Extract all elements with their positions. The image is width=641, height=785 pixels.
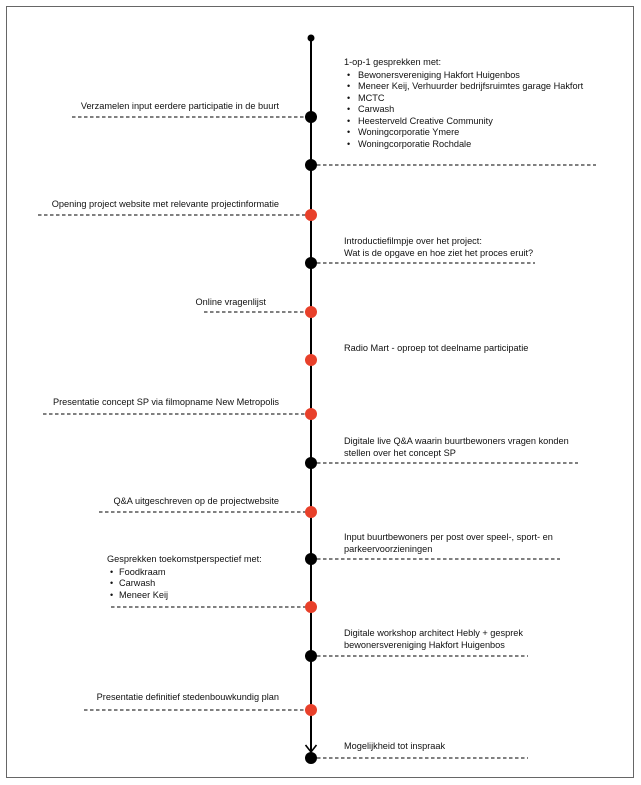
event-bullet-item: • Carwash: [107, 578, 262, 590]
event-label-4: [344, 236, 533, 259]
event-text-line: Digitale live Q&A waarin buurtbewoners vragen konden: [344, 436, 569, 446]
event-text-line: Wat is de opgave en hoe ziet het proces eruit?: [344, 247, 534, 258]
event-marker-9-red: [305, 506, 317, 518]
event-bullet-item: • Woningcorporatie Ymere: [344, 127, 583, 139]
event-label-12: [344, 628, 523, 651]
event-text-line: Gesprekken toekomstperspectief met:: [107, 554, 262, 564]
event-label-8: [344, 436, 569, 459]
event-label-1: [344, 57, 583, 150]
event-label-11: [107, 554, 262, 601]
event-marker-11-red: [305, 601, 317, 613]
event-text-line: parkeervoorzieningen: [344, 543, 433, 554]
event-label-14: [344, 741, 445, 753]
event-bullet-item: • Woningcorporatie Rochdale: [344, 139, 583, 151]
event-text-line: Mogelijkheid tot inspraak: [344, 741, 446, 751]
event-text-line: Introductiefilmpje over het project:: [344, 236, 482, 246]
event-marker-4-black: [305, 257, 317, 269]
event-label-3: [52, 199, 279, 211]
event-text-line: stellen over het concept SP: [344, 447, 456, 458]
event-bullet-item: • Bewonersvereniging Hakfort Huigenbos: [344, 70, 583, 82]
event-text-line: Digitale workshop architect Hebly + gesprek: [344, 628, 523, 638]
event-bullet-item: • Heesterveld Creative Community: [344, 116, 583, 128]
event-text-line: Online vragenlijst: [195, 297, 266, 307]
event-marker-1-black: [305, 159, 317, 171]
event-marker-7-red: [305, 408, 317, 420]
event-text-line: Presentatie concept SP via filmopname New Metropolis: [52, 397, 279, 407]
event-text-line: Input buurtbewoners per post over speel-, sport- en: [344, 532, 553, 542]
event-label-9: [114, 496, 279, 508]
event-marker-14-black: [305, 752, 317, 764]
event-text-line: Verzamelen input eerdere participatie in de buurt: [80, 101, 279, 111]
event-label-10: [344, 532, 553, 555]
event-marker-6-red: [305, 354, 317, 366]
event-text-line: Presentatie definitief stedenbouwkundig plan: [96, 692, 279, 702]
event-text-line: Opening project website met relevante projectinformatie: [51, 199, 279, 209]
event-label-2: [81, 101, 279, 113]
event-text-line: 1-op-1 gesprekken met:: [344, 57, 442, 67]
event-marker-10-black: [305, 553, 317, 565]
event-text-line: Radio Mart - oproep tot deelname participatie: [344, 343, 529, 353]
timeline-start-dot: [308, 35, 315, 42]
event-marker-12-black: [305, 650, 317, 662]
event-bullet-item: • Foodkraam: [107, 567, 262, 579]
event-bullet-list: [107, 567, 262, 602]
event-marker-5-red: [305, 306, 317, 318]
event-bullet-item: • MCTC: [344, 93, 583, 105]
event-bullet-item: • Carwash: [344, 104, 583, 116]
event-bullet-item: • Meneer Keij: [107, 590, 262, 602]
event-text-line: Q&A uitgeschreven op de projectwebsite: [113, 496, 279, 506]
event-bullet-list: [344, 70, 583, 151]
event-marker-8-black: [305, 457, 317, 469]
event-label-13: [97, 692, 279, 704]
event-label-6: [344, 343, 528, 355]
event-label-5: [196, 297, 266, 309]
event-marker-2-black: [305, 111, 317, 123]
event-label-7: [53, 397, 279, 409]
event-text-line: bewonersvereniging Hakfort Huigenbos: [344, 639, 505, 650]
event-marker-13-red: [305, 704, 317, 716]
event-bullet-item: • Meneer Keij, Verhuurder bedrijfsruimtes garage Hakfort: [344, 81, 583, 93]
event-marker-3-red: [305, 209, 317, 221]
